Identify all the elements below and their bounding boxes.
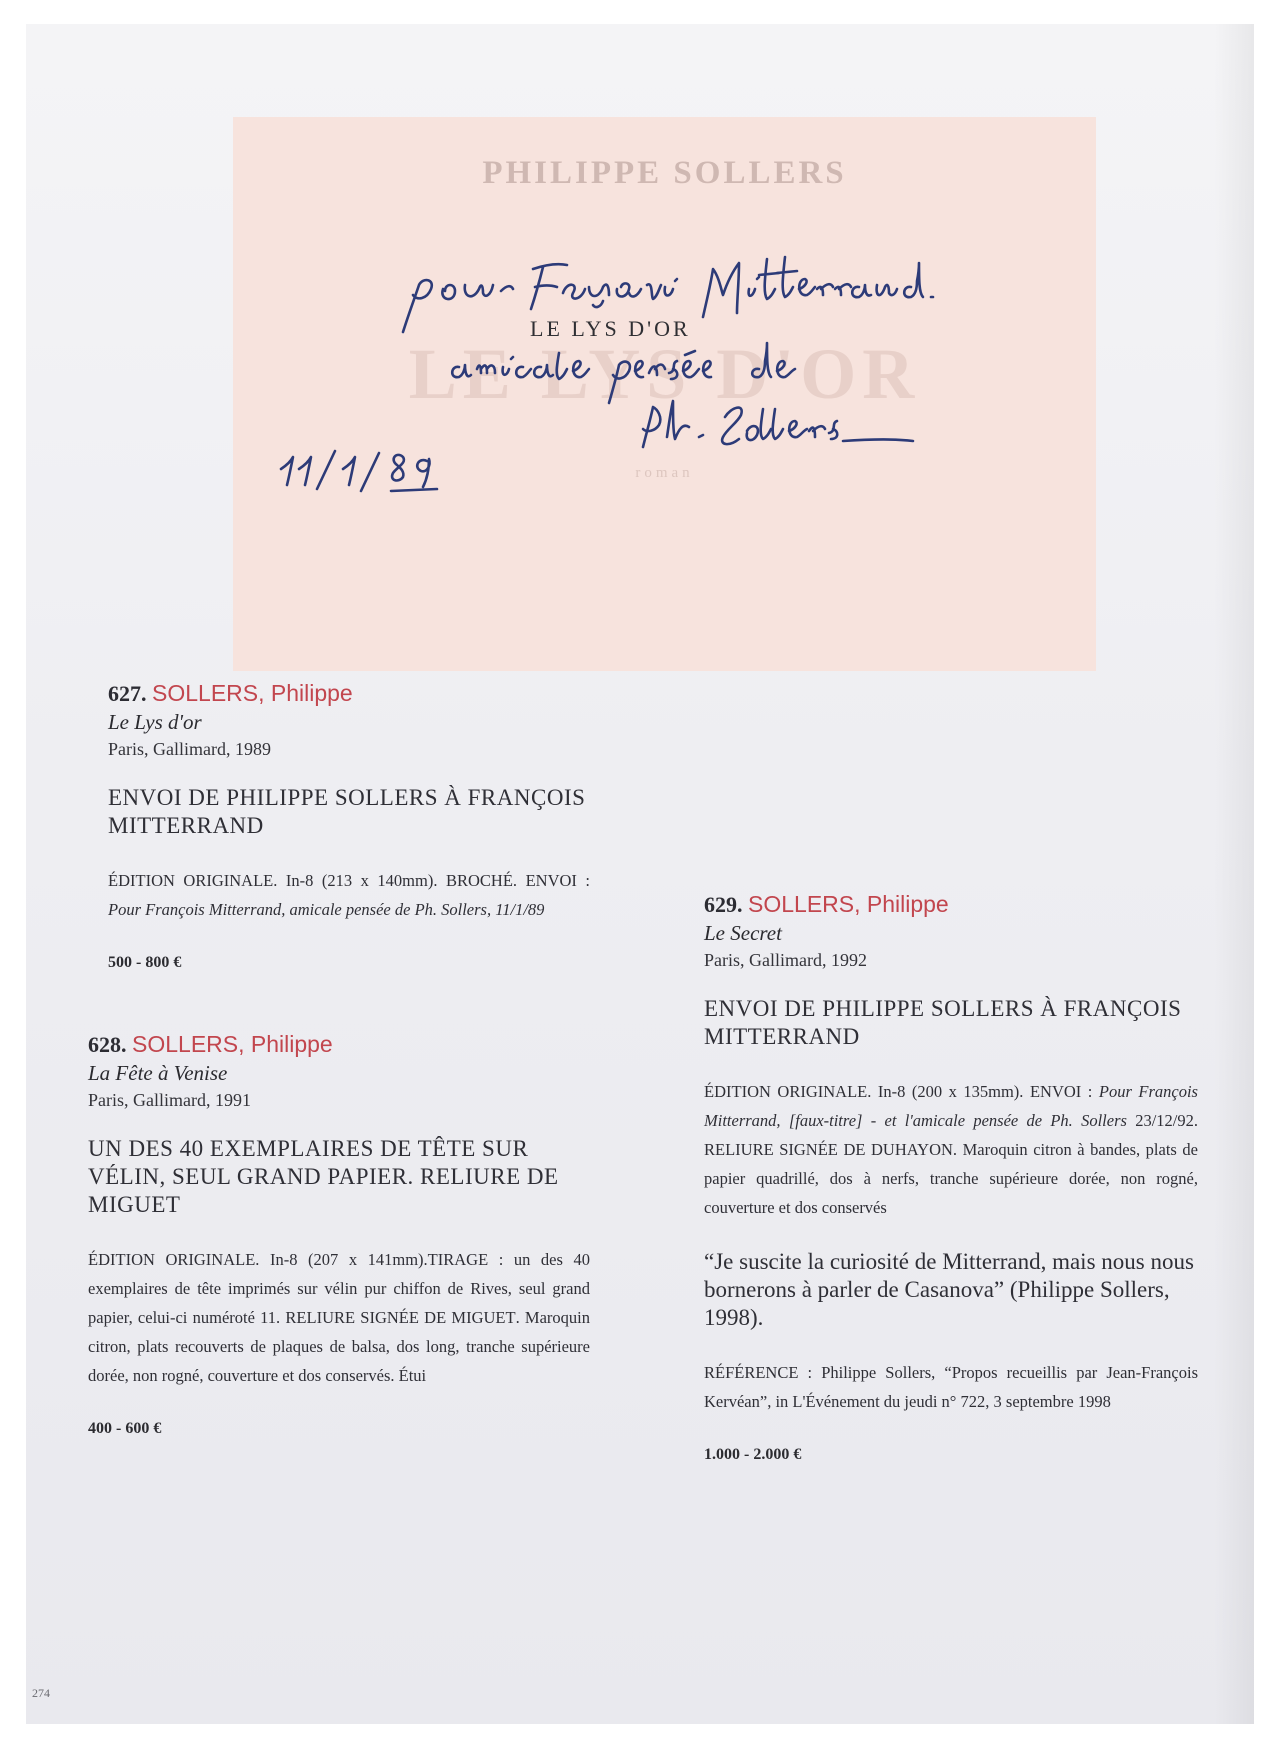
- lot-headline: ENVOI DE PHILIPPE SOLLERS À FRANÇOIS MITTERRAND: [704, 996, 1182, 1049]
- lot-description: ÉDITION ORIGINALE. In-8 (207 x 141mm).TIRAGE : un des 40 exemplaires de tête imprimés sur vélin pur chiffon de Rives, seul grand papier, celui-ci numéroté 11. RELIURE SIGNÉE DE MIGUET. Maroquin citron, plats recouverts de plaques de balsa, dos long, tranche supérieure dorée, non rogné, couverture et dos conservés. Étui: [88, 1250, 591, 1385]
- lot-heading: [108, 679, 590, 708]
- lot-reference: RÉFÉRENCE : Philippe Sollers, “Propos recueillis par Jean-François Kervéan”, in L'Événement du jeudi n° 722, 3 septembre 1998: [704, 1363, 1198, 1411]
- lot-author: SOLLERS, Philippe: [748, 891, 949, 917]
- lot-author: SOLLERS, Philippe: [152, 680, 353, 706]
- lot-author: SOLLERS, Philippe: [132, 1031, 333, 1057]
- lot-heading: [704, 890, 1198, 919]
- lot-price: 500 - 800 €: [108, 954, 182, 971]
- half-title-illustration: [233, 117, 1096, 671]
- lot-description: ÉDITION ORIGINALE. In-8 (200 x 135mm). ENVOI : Pour François Mitterrand, [faux-titre] - et l'amicale pensée de Ph. Sollers 23/12/92. RELIURE SIGNÉE DE DUHAYON. Maroquin citron à bandes, plats de papier quadrillé, dos à nerfs, tranche supérieure dorée, non rogné, couverture et dos conservés: [704, 1082, 1198, 1217]
- lot-title: Le Lys d'or: [108, 710, 202, 734]
- lot-description: ÉDITION ORIGINALE. In-8 (213 x 140mm). BROCHÉ. ENVOI : Pour François Mitterrand, amicale pensée de Ph. Sollers, 11/1/89: [108, 871, 591, 919]
- lot-publisher: Paris, Gallimard, 1989: [108, 739, 271, 759]
- lot-title: Le Secret: [704, 921, 782, 945]
- lot-title: La Fête à Venise: [88, 1061, 228, 1085]
- catalogue-page: [26, 24, 1254, 1724]
- lot-number: 627.: [108, 681, 147, 706]
- handwritten-inscription: [233, 117, 1096, 671]
- lot-heading: [88, 1030, 590, 1059]
- plate-ghost-title: LE LYS D'OR: [408, 334, 921, 414]
- plate-ghost-subtitle: roman: [635, 465, 694, 481]
- lot-publisher: Paris, Gallimard, 1992: [704, 950, 867, 970]
- lot-price: 1.000 - 2.000 €: [704, 1446, 802, 1463]
- lot-price: 400 - 600 €: [88, 1420, 162, 1437]
- lot-headline: ENVOI DE PHILIPPE SOLLERS À FRANÇOIS MITTERRAND: [108, 785, 586, 838]
- lot-629: [704, 890, 1198, 1464]
- lot-quote: “Je suscite la curiosité de Mitterrand, mais nous nous bornerons à parler de Casanova” (Philippe Sollers, 1998).: [704, 1249, 1194, 1330]
- lot-publisher: Paris, Gallimard, 1991: [88, 1090, 251, 1110]
- lot-number: 629.: [704, 892, 743, 917]
- page-number: 274: [32, 1686, 50, 1700]
- lot-627: [108, 679, 590, 972]
- lot-headline: UN DES 40 EXEMPLAIRES DE TÊTE SUR VÉLIN, SEUL GRAND PAPIER. RELIURE DE MIGUET: [88, 1136, 559, 1217]
- lot-628: [88, 1030, 590, 1438]
- plate-book-title: LE LYS D'OR: [530, 316, 691, 341]
- lot-number: 628.: [88, 1032, 127, 1057]
- plate-author-header: PHILIPPE SOLLERS: [482, 155, 847, 191]
